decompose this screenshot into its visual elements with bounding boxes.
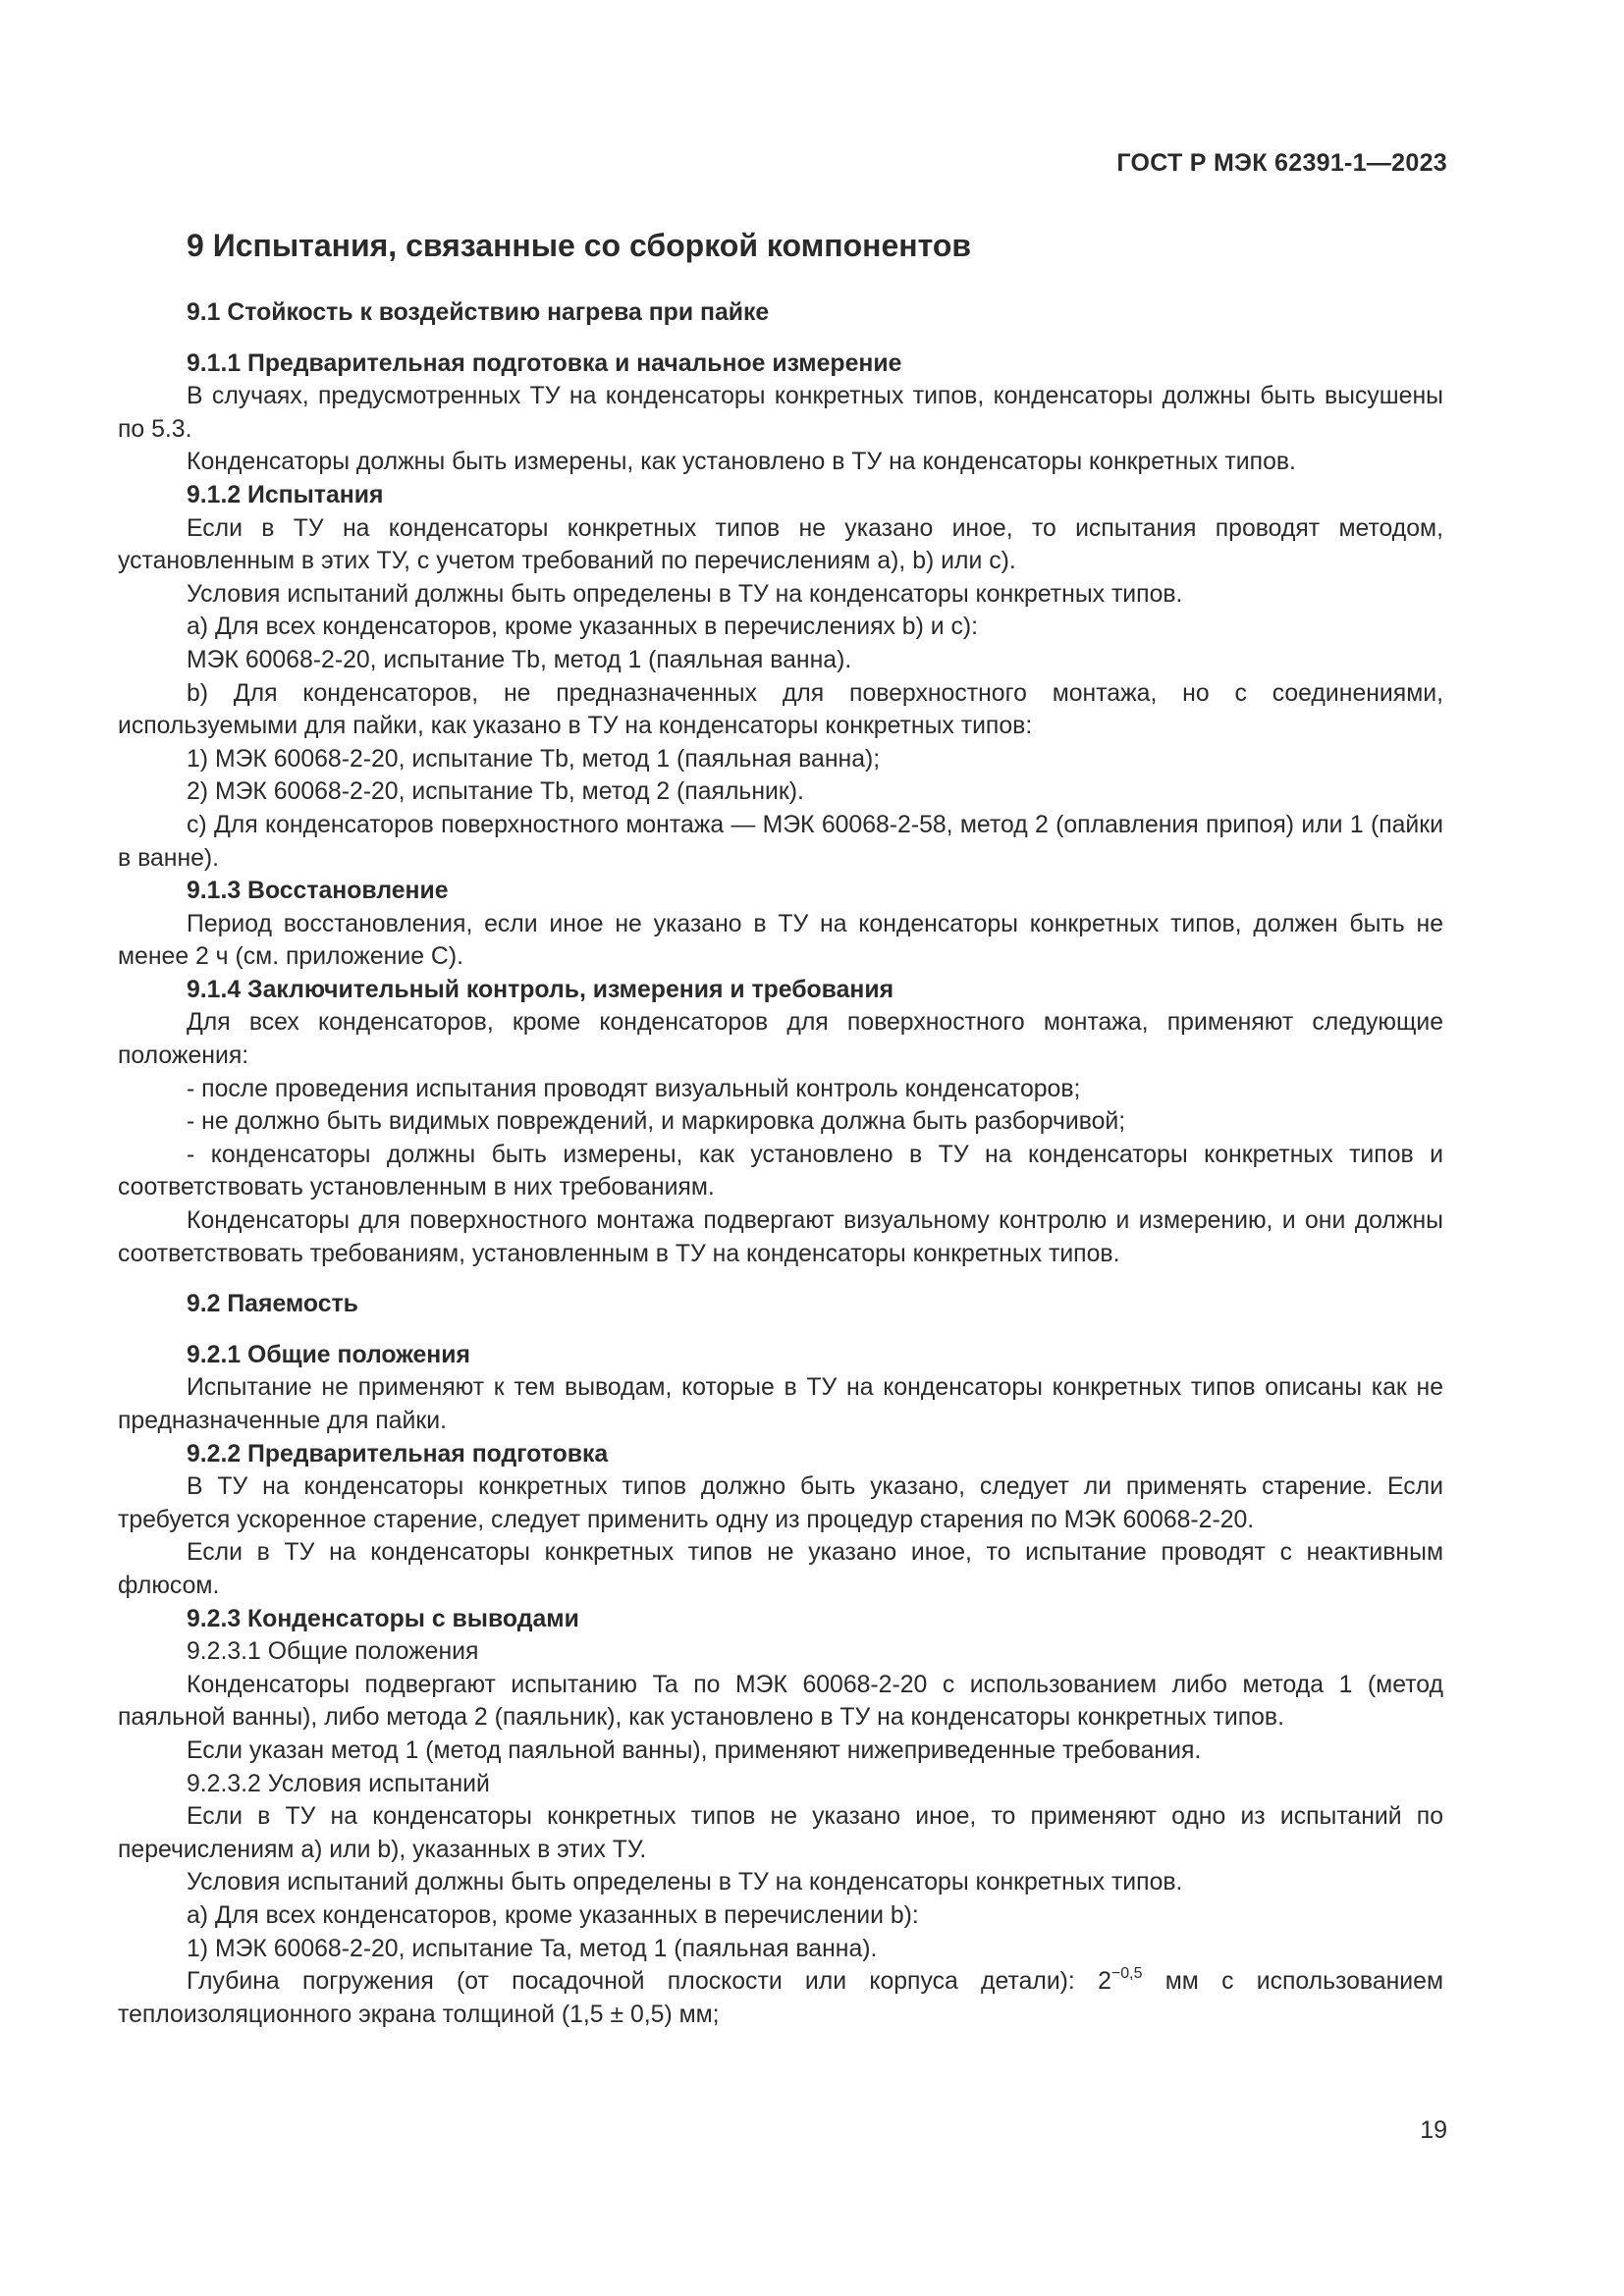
heading-9-2-3-1: 9.2.3.1 Общие положения	[187, 1638, 479, 1666]
heading-9-1-3: 9.1.3 Восстановление	[187, 878, 449, 905]
list-item: МЭК 60068-2-20, испытание Tb, метод 1 (паяльная ванна).	[187, 646, 852, 673]
paragraph: Период восстановления, если иное не указано в ТУ на конденсаторы конкретных типов, должен быть не менее 2 ч (см. приложение C).	[118, 910, 1443, 971]
depth-text-start: Глубина погружения (от посадочной плоскости или корпуса детали): 2	[187, 1968, 1111, 1996]
paragraph: В ТУ на конденсаторы конкретных типов должно быть указано, следует ли применять старение. Если требуется ускоренное старение, следует применить одну из процедур старения по МЭК 60068-2-20.	[118, 1473, 1443, 1533]
heading-9-1-1: 9.1.1 Предварительная подготовка и начальное измерение	[187, 349, 902, 377]
depth-text-end: мм с использованием теплоизоляционного экрана толщиной (1,5 ± 0,5) мм;	[118, 1968, 1443, 2028]
paragraph: Если указан метод 1 (метод паяльной ванны), применяют нижеприведенные требования.	[187, 1736, 1202, 1764]
paragraph: Если в ТУ на конденсаторы конкретных типов не указано иное, то испытания проводят методом, установленным в этих ТУ, с учетом требований по перечислениям a), b) или c).	[118, 514, 1443, 575]
paragraph: Если в ТУ на конденсаторы конкретных типов не указано иное, то испытание проводят с неактивным флюсом.	[118, 1539, 1443, 1599]
paragraph: Конденсаторы должны быть измерены, как установлено в ТУ на конденсаторы конкретных типов.	[187, 449, 1296, 476]
heading-9-2-1: 9.2.1 Общие положения	[187, 1341, 470, 1368]
paragraph: Условия испытаний должны быть определены в ТУ на конденсаторы конкретных типов.	[187, 580, 1183, 608]
heading-9-2-3-2: 9.2.3.2 Условия испытаний	[187, 1770, 490, 1797]
paragraph: Конденсаторы подвергают испытанию Ta по МЭК 60068-2-20 с использованием либо метода 1 (метод паяльной ванны), либо метода 2 (паяльник), как установлено в ТУ на конденсаторы конкретных типов.	[118, 1671, 1443, 1732]
depth-tolerance-superscript: −0,5	[1110, 1965, 1143, 1983]
heading-9-1-2: 9.1.2 Испытания	[187, 481, 384, 508]
subsection-9-1-title: 9.1 Стойкость к воздействию нагрева при пайке	[187, 299, 770, 326]
paragraph: Для всех конденсаторов, кроме конденсаторов для поверхностного монтажа, применяют следующие положения:	[118, 1009, 1443, 1070]
document-id-header: ГОСТ Р МЭК 62391-1—2023	[1116, 149, 1447, 177]
section-title: 9 Испытания, связанные со сборкой компонентов	[187, 228, 972, 263]
heading-9-2-2: 9.2.2 Предварительная подготовка	[187, 1440, 609, 1468]
paragraph: Условия испытаний должны быть определены в ТУ на конденсаторы конкретных типов.	[187, 1869, 1183, 1896]
dash-list-item: - конденсаторы должны быть измерены, как установлено в ТУ на конденсаторы конкретных типов и соответствовать установленным в них требованиям.	[118, 1141, 1443, 1201]
list-item: 1) МЭК 60068-2-20, испытание Ta, метод 1 (паяльная ванна).	[187, 1935, 878, 1962]
page-body	[118, 226, 1443, 2031]
paragraph: Если в ТУ на конденсаторы конкретных типов не указано иное, то применяют одно из испытаний по перечислениям a) или b), указанных в этих ТУ.	[118, 1803, 1443, 1863]
heading-9-1-4: 9.1.4 Заключительный контроль, измерения и требования	[187, 976, 894, 1003]
paragraph: В случаях, предусмотренных ТУ на конденсаторы конкретных типов, конденсаторы должны быть высушены по 5.3.	[118, 383, 1443, 443]
list-item: b) Для конденсаторов, не предназначенных для поверхностного монтажа, но с соединениями, используемыми для пайки, как указано в ТУ на конденсаторы конкретных типов:	[118, 679, 1443, 740]
list-item: 2) МЭК 60068-2-20, испытание Tb, метод 2 (паяльник).	[187, 778, 804, 806]
list-item: 1) МЭК 60068-2-20, испытание Tb, метод 1 (паяльная ванна);	[187, 745, 881, 773]
list-item: a) Для всех конденсаторов, кроме указанных в перечислениях b) и c):	[187, 614, 979, 641]
list-item: c) Для конденсаторов поверхностного монтажа — МЭК 60068-2-58, метод 2 (оплавления припоя) или 1 (пайки в ванне).	[118, 811, 1443, 872]
heading-9-2-3: 9.2.3 Конденсаторы с выводами	[187, 1605, 579, 1632]
dash-list-item: - не должно быть видимых повреждений, и маркировка должна быть разборчивой;	[187, 1108, 1126, 1136]
paragraph: Конденсаторы для поверхностного монтажа подвергают визуальному контролю и измерению, и они должны соответствовать требованиям, установленным в ТУ на конденсаторы конкретных типов.	[118, 1207, 1443, 1267]
list-item: a) Для всех конденсаторов, кроме указанных в перечислении b):	[187, 1901, 919, 1929]
paragraph: Испытание не применяют к тем выводам, которые в ТУ на конденсаторы конкретных типов описаны как не предназначенные для пайки.	[118, 1374, 1443, 1434]
subsection-9-2-title: 9.2 Паяемость	[187, 1291, 358, 1318]
dash-list-item: - после проведения испытания проводят визуальный контроль конденсаторов;	[187, 1075, 1081, 1102]
page-number: 19	[1420, 2116, 1447, 2144]
immersion-depth-paragraph	[118, 1965, 1443, 2031]
